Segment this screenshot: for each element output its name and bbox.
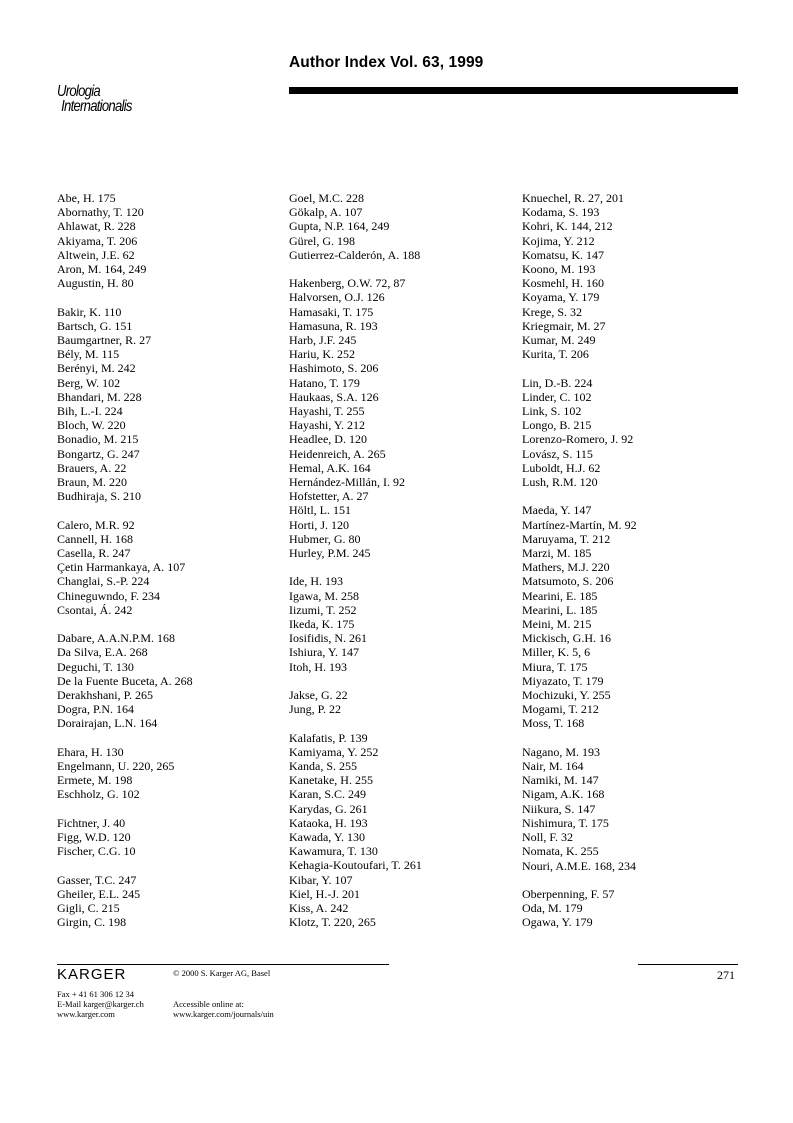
header-rule	[289, 87, 738, 94]
author-entry: Gheiler, E.L. 245	[57, 886, 141, 901]
author-entry: Deguchi, T. 130	[57, 659, 134, 674]
author-entry: Kurita, T. 206	[522, 347, 589, 362]
author-entry: Mathers, M.J. 220	[522, 560, 610, 575]
fax-number: Fax + 41 61 306 12 34	[57, 989, 135, 999]
author-entry: Hurley, P.M. 245	[289, 546, 371, 561]
index-column-2	[289, 191, 422, 930]
author-entry: Miller, K. 5, 6	[522, 645, 591, 660]
author-entry: Mochizuki, Y. 255	[522, 688, 611, 703]
author-entry: Koyama, Y. 179	[522, 290, 600, 305]
author-entry: Ehara, H. 130	[57, 744, 124, 759]
author-entry: Da Silva, E.A. 268	[57, 645, 148, 660]
author-entry: Kosmehl, H. 160	[522, 276, 604, 291]
online-label: Accessible online at:	[173, 999, 244, 1009]
author-entry: Lovász, S. 115	[522, 446, 593, 461]
author-entry: Kawada, Y. 130	[289, 830, 365, 845]
author-entry: Fischer, C.G. 10	[57, 844, 136, 859]
section-gap	[289, 262, 422, 276]
author-entry: Gutierrez-Calderón, A. 188	[289, 247, 421, 262]
section-gap	[57, 290, 193, 304]
author-entry: Cannell, H. 168	[57, 531, 133, 546]
author-entry: Bély, M. 115	[57, 347, 120, 362]
author-entry: Dogra, P.N. 164	[57, 702, 134, 717]
author-entry: Ogawa, Y. 179	[522, 915, 593, 930]
author-entry: Hernández-Millán, I. 92	[289, 475, 405, 490]
author-entry: Bonadio, M. 215	[57, 432, 139, 447]
author-entry: Mearini, L. 185	[522, 602, 598, 617]
author-entry: Iizumi, T. 252	[289, 602, 357, 617]
author-entry: Hashimoto, S. 206	[289, 361, 379, 376]
author-entry: Igawa, M. 258	[289, 588, 359, 603]
section-gap	[57, 617, 193, 631]
author-entry: Gürel, G. 198	[289, 233, 355, 248]
section-gap	[522, 731, 637, 745]
section-gap	[289, 560, 422, 574]
section-gap	[522, 873, 637, 887]
author-entry: Figg, W.D. 120	[57, 830, 131, 845]
author-entry: Moss, T. 168	[522, 716, 585, 731]
author-entry: Iosifidis, N. 261	[289, 631, 367, 646]
author-entry: Gupta, N.P. 164, 249	[289, 219, 390, 234]
section-gap	[289, 716, 422, 730]
author-entry: Kumar, M. 249	[522, 333, 596, 348]
author-entry: Krege, S. 32	[522, 304, 582, 319]
author-entry: Mickisch, G.H. 16	[522, 631, 611, 646]
author-entry: Abornathy, T. 120	[57, 205, 144, 220]
journal-logo	[57, 84, 132, 114]
author-entry: Augustin, H. 80	[57, 276, 134, 291]
author-entry: Kibar, Y. 107	[289, 872, 353, 887]
author-entry: Haukaas, S.A. 126	[289, 389, 379, 404]
author-entry: Niikura, S. 147	[522, 801, 596, 816]
author-entry: Karan, S.C. 249	[289, 787, 366, 802]
author-entry: Braun, M. 220	[57, 475, 127, 490]
author-entry: Ikeda, K. 175	[289, 617, 355, 632]
author-entry: Oberpenning, F. 57	[522, 886, 615, 901]
author-entry: Meini, M. 215	[522, 617, 592, 632]
section-gap	[289, 674, 422, 688]
author-entry: Hofstetter, A. 27	[289, 489, 369, 504]
author-entry: Koono, M. 193	[522, 262, 596, 277]
author-entry: Ahlawat, R. 228	[57, 219, 136, 234]
author-entry: Miura, T. 175	[522, 659, 588, 674]
author-entry: Höltl, L. 151	[289, 503, 351, 518]
author-entry: Kohri, K. 144, 212	[522, 219, 613, 234]
author-entry: Kehagia-Koutoufari, T. 261	[289, 858, 422, 873]
author-entry: Changlai, S.-P. 224	[57, 574, 150, 589]
author-entry: Kanetake, H. 255	[289, 773, 373, 788]
author-entry: Luboldt, H.J. 62	[522, 460, 601, 475]
footer-rule-right	[638, 964, 738, 965]
copyright-notice: © 2000 S. Karger AG, Basel	[173, 968, 271, 978]
author-entry: Nishimura, T. 175	[522, 815, 609, 830]
author-entry: Akiyama, T. 206	[57, 233, 138, 248]
author-entry: Martínez-Martín, M. 92	[522, 517, 637, 532]
index-column-1	[57, 191, 193, 929]
author-entry: Bloch, W. 220	[57, 418, 126, 433]
author-entry: Linder, C. 102	[522, 389, 592, 404]
author-entry: Dorairajan, L.N. 164	[57, 716, 158, 731]
section-gap	[57, 802, 193, 816]
author-entry: Hemal, A.K. 164	[289, 460, 371, 475]
author-entry: Hayashi, T. 255	[289, 404, 365, 419]
author-entry: Budhiraja, S. 210	[57, 489, 141, 504]
index-column-3	[522, 191, 637, 930]
author-entry: Nair, M. 164	[522, 759, 584, 774]
author-entry: Kiss, A. 242	[289, 901, 349, 916]
author-entry: Kataoka, H. 193	[289, 815, 368, 830]
section-gap	[57, 503, 193, 517]
email-address: E-Mail karger@karger.ch	[57, 999, 144, 1009]
author-entry: Matsumoto, S. 206	[522, 574, 614, 589]
author-entry: Hakenberg, O.W. 72, 87	[289, 276, 406, 291]
author-entry: Halvorsen, O.J. 126	[289, 290, 385, 305]
author-entry: Noll, F. 32	[522, 830, 574, 845]
page-number: 271	[717, 968, 735, 982]
author-entry: Nouri, A.M.E. 168, 234	[522, 858, 636, 873]
author-entry: Ide, H. 193	[289, 574, 343, 589]
author-entry: Eschholz, G. 102	[57, 787, 140, 802]
author-entry: Aron, M. 164, 249	[57, 262, 147, 277]
author-entry: Chineguwndo, F. 234	[57, 588, 161, 603]
author-entry: Miyazato, T. 179	[522, 673, 604, 688]
author-entry: Fichtner, J. 40	[57, 815, 126, 830]
author-entry: Horti, J. 120	[289, 517, 349, 532]
author-entry: Kanda, S. 255	[289, 759, 357, 774]
author-entry: Harb, J.F. 245	[289, 333, 357, 348]
author-entry: Karydas, G. 261	[289, 801, 368, 816]
online-url-link[interactable]: www.karger.com/journals/uin	[173, 1009, 274, 1019]
author-entry: Maeda, Y. 147	[522, 503, 592, 518]
author-entry: Kriegmair, M. 27	[522, 318, 606, 333]
author-entry: Lin, D.-B. 224	[522, 375, 593, 390]
author-entry: Ermete, M. 198	[57, 773, 133, 788]
author-entry: Hatano, T. 179	[289, 375, 360, 390]
author-entry: Berényi, M. 242	[57, 361, 136, 376]
author-entry: Casella, R. 247	[57, 546, 131, 561]
author-entry: Heidenreich, A. 265	[289, 446, 386, 461]
author-entry: De la Fuente Buceta, A. 268	[57, 673, 193, 688]
author-entry: Itoh, H. 193	[289, 659, 347, 674]
author-entry: Calero, M.R. 92	[57, 517, 135, 532]
author-entry: Klotz, T. 220, 265	[289, 915, 376, 930]
author-entry: Kiel, H.-J. 201	[289, 886, 360, 901]
author-entry: Goel, M.C. 228	[289, 191, 364, 205]
author-entry: Abe, H. 175	[57, 191, 116, 205]
author-entry: Çetin Harmankaya, A. 107	[57, 560, 186, 575]
publisher-contact	[57, 989, 144, 1019]
author-entry: Kamiyama, Y. 252	[289, 744, 379, 759]
author-entry: Altwein, J.E. 62	[57, 247, 135, 262]
author-entry: Hariu, K. 252	[289, 347, 355, 362]
author-entry: Kawamura, T. 130	[289, 844, 378, 859]
author-entry: Berg, W. 102	[57, 375, 121, 390]
author-entry: Hamasuna, R. 193	[289, 318, 378, 333]
author-entry: Mogami, T. 212	[522, 702, 599, 717]
section-gap	[57, 858, 193, 872]
author-entry: Ishiura, Y. 147	[289, 645, 359, 660]
author-entry: Nigam, A.K. 168	[522, 787, 605, 802]
author-entry: Mearini, E. 185	[522, 588, 598, 603]
journal-logo-line1: Urologia	[57, 83, 100, 100]
author-entry: Oda, M. 179	[522, 901, 583, 916]
author-entry: Dabare, A.A.N.P.M. 168	[57, 631, 175, 646]
author-entry: Gigli, C. 215	[57, 901, 120, 916]
author-entry: Brauers, A. 22	[57, 460, 127, 475]
author-entry: Derakhshani, P. 265	[57, 688, 153, 703]
author-entry: Bartsch, G. 151	[57, 318, 133, 333]
author-entry: Csontai, Á. 242	[57, 602, 133, 617]
author-entry: Namiki, M. 147	[522, 773, 599, 788]
author-entry: Hayashi, Y. 212	[289, 418, 365, 433]
author-entry: Knuechel, R. 27, 201	[522, 191, 624, 205]
page-title: Author Index Vol. 63, 1999	[289, 54, 484, 71]
website-link[interactable]: www.karger.com	[57, 1009, 115, 1019]
author-entry: Hamasaki, T. 175	[289, 304, 374, 319]
author-entry: Kodama, S. 193	[522, 205, 600, 220]
author-entry: Headlee, D. 120	[289, 432, 367, 447]
author-entry: Marzi, M. 185	[522, 546, 592, 561]
author-entry: Kojima, Y. 212	[522, 233, 595, 248]
author-entry: Maruyama, T. 212	[522, 531, 611, 546]
publisher-logo: KARGER	[57, 966, 127, 983]
footer-rule-left	[57, 964, 389, 965]
author-entry: Longo, B. 215	[522, 418, 592, 433]
journal-logo-line2: Internationalis	[61, 98, 132, 115]
author-entry: Engelmann, U. 220, 265	[57, 759, 175, 774]
author-entry: Gasser, T.C. 247	[57, 872, 137, 887]
author-entry: Bhandari, M. 228	[57, 389, 142, 404]
author-entry: Jakse, G. 22	[289, 688, 348, 703]
author-entry: Link, S. 102	[522, 404, 582, 419]
section-gap	[522, 361, 637, 375]
author-entry: Bongartz, G. 247	[57, 446, 140, 461]
online-access	[173, 999, 274, 1019]
author-entry: Gökalp, A. 107	[289, 205, 363, 220]
author-entry: Nagano, M. 193	[522, 744, 600, 759]
author-entry: Bakir, K. 110	[57, 304, 122, 319]
author-entry: Lush, R.M. 120	[522, 475, 598, 490]
author-entry: Hubmer, G. 80	[289, 531, 361, 546]
author-entry: Lorenzo-Romero, J. 92	[522, 432, 634, 447]
section-gap	[57, 731, 193, 745]
author-entry: Kalafatis, P. 139	[289, 730, 368, 745]
author-entry: Girgin, C. 198	[57, 915, 127, 930]
author-entry: Baumgartner, R. 27	[57, 333, 152, 348]
author-entry: Bih, L.-I. 224	[57, 404, 123, 419]
author-entry: Nomata, K. 255	[522, 844, 599, 859]
section-gap	[522, 489, 637, 503]
author-entry: Komatsu, K. 147	[522, 247, 604, 262]
author-entry: Jung, P. 22	[289, 702, 342, 717]
